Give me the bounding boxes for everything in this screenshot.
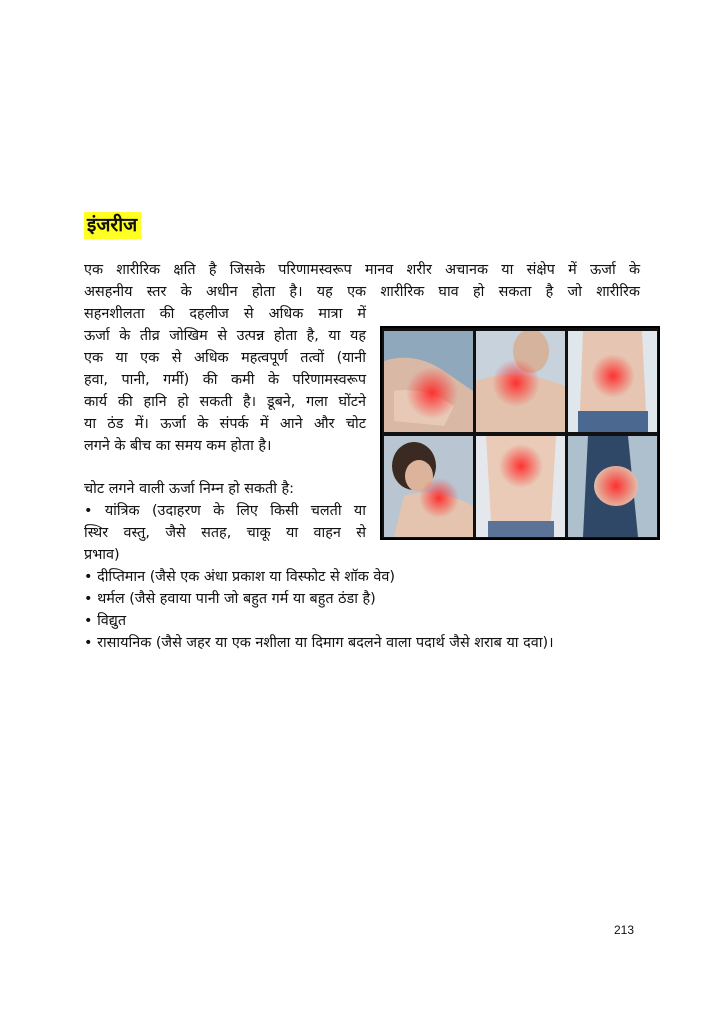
shoulder-pain-panel: [384, 331, 473, 432]
paragraph-wrap-line: कार्य की हानि हो सकती है। डूबने, गला घोंटने: [84, 394, 366, 410]
bullet-thermal: • थर्मल (जैसे हवाया पानी जो बहुत गर्म या बहुत ठंडा है): [84, 591, 376, 607]
upper-back-pain-panel: [476, 436, 565, 537]
paragraph-line-2: असहनीय स्तर के अधीन होता है। यह एक शारीरिक घाव हो सकता है जो शारीरिक: [84, 284, 640, 300]
head-neck-pain-panel: [384, 436, 473, 537]
bullet-mechanical-cont: प्रभाव): [84, 547, 120, 563]
paragraph-wrap-line: सहनशीलता की दहलीज से अधिक मात्रा में: [84, 306, 366, 322]
bullet-radiant: • दीप्तिमान (जैसे एक अंधा प्रकाश या विस्फोट से शॉक वेव): [84, 569, 396, 585]
bullet-mechanical-cont: स्थिर वस्तु, जैसे सतह, चाकू या वाहन से: [84, 525, 366, 541]
bullet-chemical: • रासायनिक (जैसे जहर या एक नशीला या दिमाग बदलने वाला पदार्थ जैसे शराब या दवा)।: [84, 635, 554, 651]
page-number: 213: [614, 923, 635, 937]
paragraph-wrap-line: एक या एक से अधिक महत्वपूर्ण तत्वों (यानी: [84, 350, 366, 366]
energy-intro: चोट लगने वाली ऊर्जा निम्न हो सकती है:: [84, 481, 295, 497]
injury-collage-image: [380, 326, 660, 540]
paragraph-line-1: एक शारीरिक क्षति है जिसके परिणामस्वरूप मानव शरीर अचानक या संक्षेप में ऊर्जा के: [84, 262, 640, 278]
section-heading: इंजरीज: [84, 212, 141, 239]
back-pain-panel: [568, 331, 657, 432]
bullet-mechanical: • यांत्रिक (उदाहरण के लिए किसी चलती या: [84, 503, 366, 519]
bullet-electrical: • विद्युत: [84, 613, 127, 629]
paragraph-wrap-line: हवा, पानी, गर्मी) की कमी के परिणामस्वरूप: [84, 372, 366, 388]
paragraph-wrap-line: लगने के बीच का समय कम होता है।: [84, 438, 272, 454]
paragraph-wrap-line: ऊर्जा के तीव्र जोखिम से उत्पन्न होता है, या यह: [84, 328, 366, 344]
neck-pain-panel: [476, 331, 565, 432]
paragraph-wrap-line: या ठंड में। ऊर्जा के संपर्क में आने और चोट: [84, 416, 366, 432]
knee-pain-panel: [568, 436, 657, 537]
